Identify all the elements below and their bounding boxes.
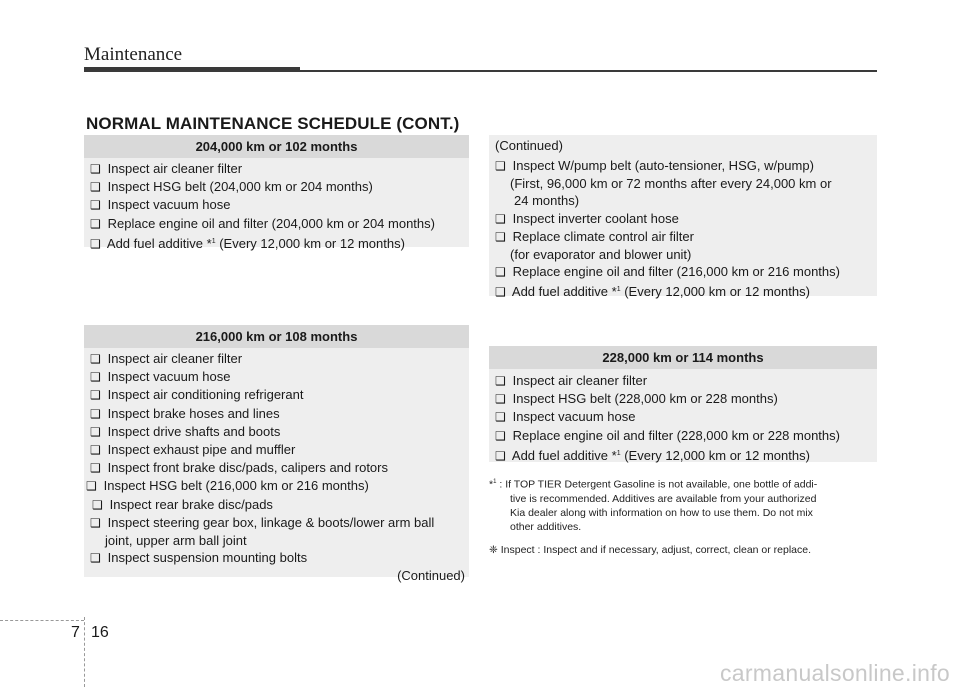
checkbox-icon: ❑ — [90, 352, 101, 366]
list-item-continuation: (First, 96,000 km or 72 months after every 24,000 km or — [510, 176, 832, 192]
list-item: ❑ Inspect inverter coolant hose — [495, 210, 877, 228]
list-item: ❑ Replace engine oil and filter (204,000 km or 204 months) — [90, 215, 469, 233]
schedule-box-216000 — [84, 325, 469, 584]
schedule-heading: 204,000 km or 102 months — [84, 135, 469, 158]
checkbox-icon: ❑ — [90, 515, 101, 530]
checkbox-icon: ❑ — [86, 479, 97, 494]
footnote — [489, 475, 877, 534]
watermark: carmanualsonline.info — [719, 660, 950, 686]
checkbox-icon: ❑ — [92, 497, 103, 512]
inspect-legend: ❈ Inspect : Inspect and if necessary, adjust, correct, clean or replace. — [489, 544, 812, 556]
checkbox-icon: ❑ — [90, 370, 101, 385]
chapter-number: 7 — [71, 624, 80, 641]
footnote-line: Kia dealer along with information on how to use them. Do not mix — [510, 506, 813, 519]
checkbox-icon: ❑ — [495, 211, 506, 226]
list-item: ❑ Inspect brake hoses and lines — [90, 405, 469, 423]
list-item: ❑ Replace climate control air filter — [495, 228, 877, 246]
checkbox-icon: ❑ — [90, 424, 101, 439]
list-item: ❑ Inspect HSG belt (228,000 km or 228 months) — [495, 390, 877, 408]
list-item: ❑ Inspect air cleaner filter — [90, 350, 469, 368]
checkbox-icon: ❑ — [90, 443, 101, 458]
checkbox-icon: ❑ — [90, 216, 101, 231]
schedule-heading: 216,000 km or 108 months — [84, 325, 469, 348]
list-item: ❑ Inspect rear brake disc/pads — [92, 496, 471, 514]
continued-note: (Continued) — [397, 568, 465, 584]
checkbox-icon: ❑ — [495, 410, 506, 425]
footnote-line: *$^1$ : If TOP TIER Detergent Gasoline is not available, one bottle of addi- — [489, 478, 818, 491]
continued-note: (Continued) — [495, 138, 563, 153]
page-guide-vertical — [84, 617, 85, 687]
legend-symbol-icon: ❈ — [489, 544, 498, 556]
checkbox-icon: ❑ — [90, 388, 101, 403]
footnote-line: tive is recommended. Additives are available from your authorized — [510, 492, 817, 505]
list-item: ❑ Inspect front brake disc/pads, calipers and rotors — [90, 459, 469, 477]
checkbox-icon: ❑ — [90, 461, 101, 476]
list-item: ❑ Inspect air cleaner filter — [495, 372, 877, 390]
list-item: ❑ Inspect vacuum hose — [90, 196, 469, 214]
checkbox-icon: ❑ — [90, 236, 101, 251]
list-item-continuation: joint, upper arm ball joint — [105, 533, 247, 549]
list-item: ❑ Inspect W/pump belt (auto-tensioner, HSG, w/pump) — [495, 157, 877, 175]
list-item-continuation: (for evaporator and blower unit) — [510, 247, 692, 263]
list-item: ❑ Replace engine oil and filter (228,000 km or 228 months) — [495, 427, 877, 445]
list-item: ❑ Inspect HSG belt (216,000 km or 216 months) — [86, 477, 465, 495]
list-item: ❑ Add fuel additive *$^1$ (Every 12,000 km or 12 months) — [495, 445, 877, 465]
page-header-title: Maintenance — [84, 44, 183, 65]
checkbox-icon: ❑ — [495, 159, 506, 173]
checkbox-icon: ❑ — [90, 162, 101, 176]
checkbox-icon: ❑ — [495, 265, 506, 280]
checkbox-icon: ❑ — [495, 229, 506, 244]
list-item: ❑ Inspect air cleaner filter — [90, 160, 469, 178]
checkbox-icon: ❑ — [495, 392, 506, 407]
page-guide-horizontal — [0, 620, 84, 621]
page-number: 16 — [91, 624, 109, 641]
list-item: ❑ Replace engine oil and filter (216,000 km or 216 months) — [495, 263, 877, 281]
schedule-box-228000 — [489, 346, 877, 462]
list-item: ❑ Inspect exhaust pipe and muffler — [90, 441, 469, 459]
checkbox-icon: ❑ — [90, 198, 101, 213]
list-item: ❑ Inspect HSG belt (204,000 km or 204 months) — [90, 178, 469, 196]
list-item: ❑ Add fuel additive *$^1$ (Every 12,000 km or 12 months) — [495, 281, 877, 301]
footnote-line: other additives. — [510, 520, 582, 533]
list-item: ❑ Inspect suspension mounting bolts — [90, 549, 469, 567]
list-item: ❑ Inspect vacuum hose — [90, 368, 469, 386]
checkbox-icon: ❑ — [495, 428, 506, 443]
checkbox-icon: ❑ — [495, 285, 506, 300]
checkbox-icon: ❑ — [495, 448, 506, 463]
schedule-box-216000-continued — [489, 135, 877, 300]
list-item-continuation: 24 months) — [514, 193, 580, 209]
list-item: ❑ Inspect air conditioning refrigerant — [90, 386, 469, 404]
list-item: ❑ Inspect drive shafts and boots — [90, 423, 469, 441]
checkbox-icon: ❑ — [495, 374, 506, 388]
list-item: ❑ Inspect steering gear box, linkage & boots/lower arm ball — [90, 514, 469, 532]
list-item: ❑ Inspect vacuum hose — [495, 408, 877, 426]
section-title: NORMAL MAINTENANCE SCHEDULE (CONT.) — [86, 114, 460, 133]
schedule-heading: 228,000 km or 114 months — [489, 346, 877, 369]
checkbox-icon: ❑ — [90, 406, 101, 421]
checkbox-icon: ❑ — [90, 180, 101, 195]
schedule-box-204000 — [84, 135, 469, 251]
header-rule-thin — [300, 70, 877, 72]
header-rule-thick — [84, 67, 300, 72]
list-item: ❑ Add fuel additive *$^1$ (Every 12,000 km or 12 months) — [90, 233, 469, 253]
checkbox-icon: ❑ — [90, 551, 101, 566]
